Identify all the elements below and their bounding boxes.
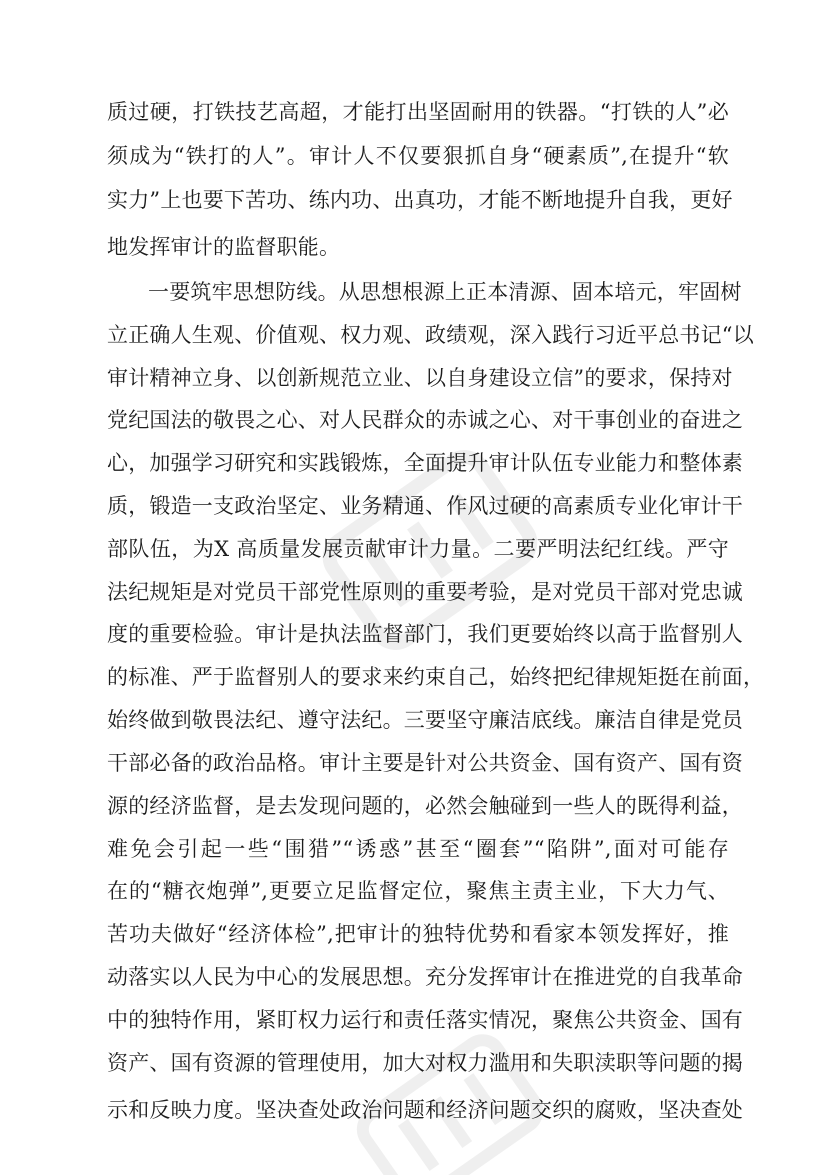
- text-line: 法纪规矩是对党员干部党性原则的重要考验，是对党员干部对党忠诚: [107, 580, 743, 604]
- text-line: 在的“糖衣炮弹”,更要立足监督定位，聚焦主责主业，下大力气、: [107, 879, 729, 903]
- text-line: 心，加强学习研究和实践锻炼，全面提升审计队伍专业能力和整体素: [107, 451, 743, 475]
- text-line: 立正确人生观、价值观、权力观、政绩观，深入践行习近平总书记“以: [107, 323, 754, 347]
- text-line: 审计精神立身、以创新规范立业、以自身建设立信”的要求，保持对: [107, 366, 733, 390]
- text-line: 度的重要检验。审计是执法监督部门，我们更要始终以高于监督别人: [107, 622, 743, 646]
- text-line: 中的独特作用，紧盯权力运行和责任落实情况，聚焦公共资金、国有: [107, 1008, 743, 1032]
- text-line: 须成为“铁打的人”。审计人不仅要狠抓自身“硬素质”,在提升“软: [107, 144, 729, 168]
- text-line: 示和反映力度。坚决查处政治问题和经济问题交织的腐败，坚决查处: [107, 1098, 743, 1122]
- text-line: 质，锻造一支政治坚定、业务精通、作风过硬的高素质专业化审计干: [107, 494, 743, 518]
- text-line: 动落实以人民为中心的发展思想。充分发挥审计在推进党的自我革命: [107, 965, 743, 989]
- text-line: 地发挥审计的监督职能。: [107, 235, 341, 259]
- text-line: 源的经济监督，是去发现问题的，必然会触碰到一些人的既得利益，: [107, 794, 743, 818]
- text-line: 干部必备的政治品格。审计主要是针对公共资金、国有资产、国有资: [107, 751, 743, 775]
- text-line: 始终做到敬畏法纪、遵守法纪。三要坚守廉洁底线。廉洁自律是党员: [107, 708, 743, 732]
- text-line: 难免会引起一些“围猎”“诱惑”甚至“圈套”“陷阱”,面对可能存: [107, 837, 729, 861]
- text-line: 党纪国法的敬畏之心、对人民群众的赤诚之心、对干事创业的奋进之: [107, 408, 743, 432]
- text-line: 质过硬，打铁技艺高超，才能打出坚固耐用的铁器。“打铁的人”必: [107, 100, 729, 124]
- text-line: 部队伍，为X 高质量发展贡献审计力量。二要严明法纪红线。严守: [107, 537, 729, 561]
- text-line: 苦功夫做好“经济体检”,把审计的独特优势和看家本领发挥好，推: [107, 922, 729, 946]
- text-line: 实力”上也要下苦功、练内功、出真功，才能不断地提升自我，更好: [107, 188, 733, 212]
- paragraph-first-line: 一要筑牢思想防线。从思想根源上正本清源、固本培元，牢固树: [148, 280, 742, 304]
- text-line: 的标准、严于监督别人的要求来约束自己，始终把纪律规矩挺在前面，: [107, 665, 765, 689]
- text-line: 资产、国有资源的管理使用，加大对权力滥用和失职渎职等问题的揭: [107, 1051, 743, 1075]
